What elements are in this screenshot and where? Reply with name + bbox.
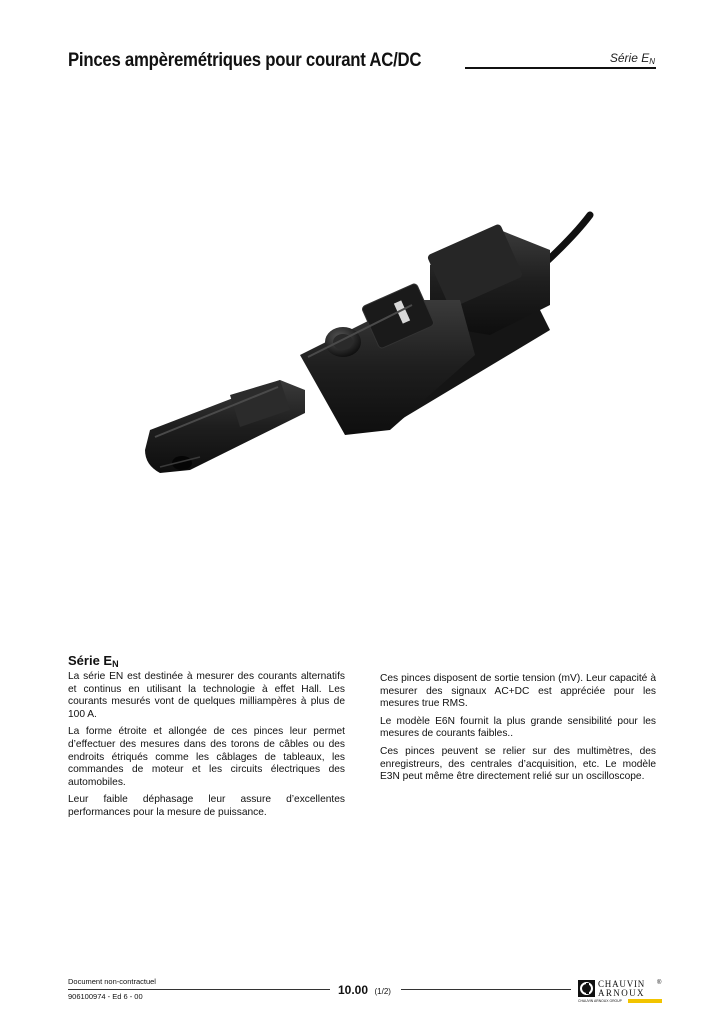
section-title-prefix: Série E <box>68 653 113 668</box>
logo-line1: CHAUVIN <box>598 979 646 989</box>
left-paragraph-1: La série EN est destinée à mesurer des courants alternatifs et continus en utilisant la technologie à effet Hall. Les courants mesurés vont de quelques milliampères à plus de 100 A. <box>68 671 345 720</box>
logo-registered-mark: ® <box>657 980 662 986</box>
chauvin-arnoux-logo <box>578 978 663 1011</box>
header-series-label <box>610 51 655 65</box>
left-text-column <box>68 671 345 825</box>
header-series-prefix: Série E <box>609 51 650 65</box>
footer-page-number <box>338 981 391 999</box>
left-paragraph-3: Leur faible déphasage leur assure d’excellentes performances pour la mesure de puissance. <box>68 794 345 818</box>
section-title <box>68 653 119 668</box>
footer-document-reference: 906100974 - Ed 6 - 00 <box>68 992 143 1001</box>
right-paragraph-3: Ces pinces peuvent se relier sur des multimètres, des enregistreurs, des centrales d’acquisition, etc. Le modèle E3N peut même être directement relié sur un oscilloscope. <box>380 745 656 783</box>
right-text-column <box>380 673 656 789</box>
current-clamp-probe-photo <box>130 205 600 510</box>
page-title: Pinces ampèremétriques pour courant AC/DC <box>68 49 422 71</box>
left-paragraph-2: La forme étroite et allongée de ces pinces leur permet d’effectuer des mesures dans des torons de câbles ou des endroits étriqués comme les câblages de tableaux, les commandes de moteur et les circuits électriques des automobiles. <box>68 726 345 788</box>
footer-rule-right <box>401 989 571 990</box>
footer-disclaimer: Document non-contractuel <box>68 977 156 986</box>
logo-icon <box>578 978 663 1006</box>
section-title-subscript: N <box>112 659 119 669</box>
footer-rule-left <box>68 989 330 990</box>
page-number: 10.00 <box>338 983 369 997</box>
header-series-subscript: N <box>649 57 655 66</box>
right-paragraph-2: Le modèle E6N fournit la plus grande sensibilité pour les mesures de courants faibles.. <box>380 715 656 740</box>
logo-group: CHAUVIN ARNOUX GROUP <box>578 999 622 1003</box>
current-clamp-probe-icon <box>130 205 600 505</box>
page-fraction: (1/2) <box>374 987 391 996</box>
right-paragraph-1: Ces pinces disposent de sortie tension (mV). Leur capacité à mesurer des signaux AC+DC est appréciée pour les mesures true RMS. <box>380 673 656 710</box>
header-rule <box>465 67 656 69</box>
logo-line2: ARNOUX <box>598 988 645 998</box>
